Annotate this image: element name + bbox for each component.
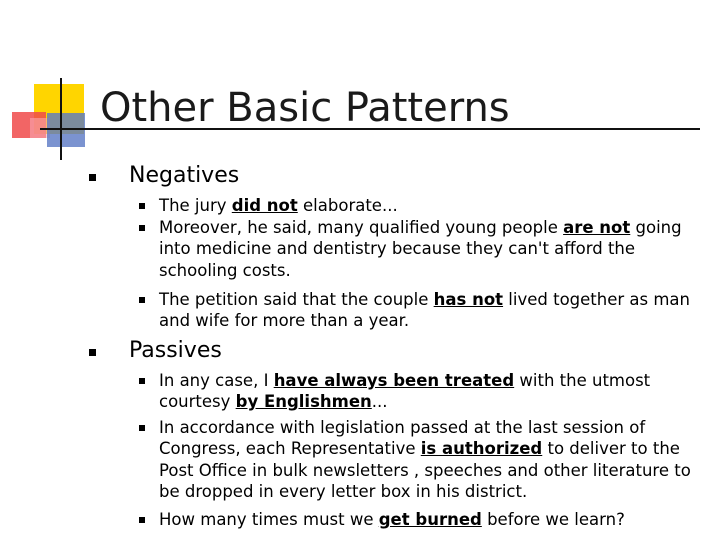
item-text: How many times must we get burned before we learn? (159, 510, 625, 529)
slide-title: Other Basic Patterns (100, 85, 510, 131)
square-bullet-icon (139, 517, 145, 523)
square-bullet-icon (139, 297, 145, 303)
decor-blue-square (47, 113, 85, 147)
emphasis-phrase: have always been treated (273, 371, 515, 390)
emphasis-phrase: has not (433, 290, 504, 309)
emphasis-phrase: did not (231, 196, 298, 215)
item-text: The jury did not elaborate... (159, 196, 398, 215)
section-heading: Passives (129, 338, 222, 363)
item-text: Moreover, he said, many qualified young people are not going into medicine and dentistry because they can't afford the schooling costs. (159, 218, 682, 280)
square-bullet-icon (139, 378, 145, 384)
square-bullet-icon (139, 225, 145, 231)
emphasis-phrase: get burned (378, 510, 482, 529)
item-text: In any case, I have always been treated with the utmost courtesy by Englishmen... (159, 371, 651, 412)
item-text: In accordance with legislation passed at the last session of Congress, each Representative is authorized to deliver to the Post Office in bulk newsletters , speeches and other literature to be dropped in every letter box in his district. (159, 418, 691, 501)
section-heading: Negatives (129, 163, 240, 188)
emphasis-phrase: is authorized (420, 439, 543, 459)
emphasis-phrase: by Englishmen (235, 392, 372, 412)
square-bullet-icon (139, 425, 145, 431)
square-bullet-icon (89, 174, 96, 181)
square-bullet-icon (139, 203, 145, 209)
square-bullet-icon (89, 349, 96, 356)
decor-vertical-line (60, 78, 62, 160)
item-text: The petition said that the couple has not lived together as man and wife for more than a year. (159, 290, 691, 331)
emphasis-phrase: are not (563, 218, 631, 237)
